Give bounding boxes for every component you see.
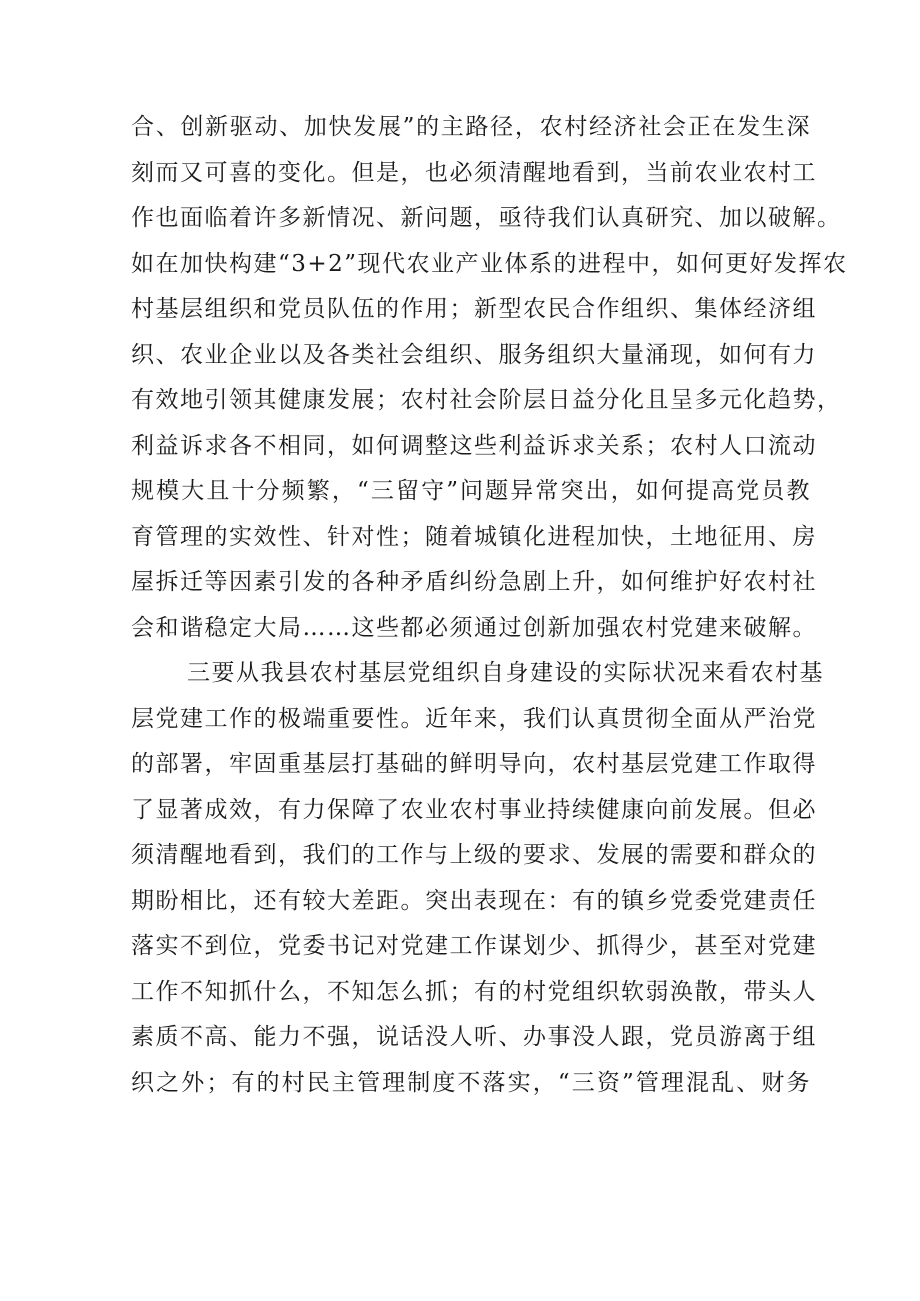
document-body [131, 105, 848, 1106]
text-line: 工作不知抓什么，不知怎么抓；有的村党组织软弱涣散，带头人 [131, 978, 817, 1005]
text-line: 素质不高、能力不强，说话没人听、办事没人跟，党员游离于组 [131, 1024, 817, 1050]
text-line: 利益诉求各不相同，如何调整这些利益诉求关系；农村人口流动 [131, 432, 817, 459]
text-line: 会和谐稳定大局……这些都必须通过创新加强农村党建来破解。 [131, 614, 817, 641]
text-line: 育管理的实效性、针对性；随着城镇化进程加快，土地征用、房 [131, 523, 817, 550]
text-line: 刻而又可喜的变化。但是，也必须清醒地看到，当前农业农村工 [131, 159, 817, 186]
text-line: 规模大且十分频繁，“三留守”问题异常突出，如何提高党员教 [131, 478, 811, 504]
text-line: 落实不到位，党委书记对党建工作谋划少、抓得少，甚至对党建 [131, 933, 817, 959]
text-line: 了显著成效，有力保障了农业农村事业持续健康向前发展。但必 [131, 796, 817, 823]
text-line: 织、农业企业以及各类社会组织、服务组织大量涌现，如何有力 [131, 341, 817, 368]
text-line: 作也面临着许多新情况、新问题，亟待我们认真研究、加以破解。 [131, 205, 842, 231]
paragraph-first-line: 三要从我县农村基层党组织自身建设的实际状况来看农村基 [187, 660, 824, 686]
text-line: 合、创新驱动、加快发展”的主路径，农村经济社会正在发生深 [131, 114, 811, 140]
text-line: 层党建工作的极端重要性。近年来，我们认真贯彻全面从严治党 [131, 705, 817, 732]
text-line: 须清醒地看到，我们的工作与上级的要求、发展的需要和群众的 [131, 842, 817, 868]
text-line: 村基层组织和党员队伍的作用；新型农民合作组织、集体经济组 [131, 296, 817, 322]
text-line: 有效地引领其健康发展；农村社会阶层日益分化且呈多元化趋势， [131, 387, 842, 413]
text-line: 织之外；有的村民主管理制度不落实，“三资”管理混乱、财务 [131, 1069, 811, 1096]
text-line: 屋拆迁等因素引发的各种矛盾纠纷急剧上升，如何维护好农村社 [131, 569, 817, 595]
text-line: 的部署，牢固重基层打基础的鲜明导向，农村基层党建工作取得 [131, 751, 817, 777]
text-line: 如在加快构建“3+2”现代农业产业体系的进程中，如何更好发挥农 [131, 250, 848, 277]
text-line: 期盼相比，还有较大差距。突出表现在：有的镇乡党委党建责任 [131, 887, 817, 914]
